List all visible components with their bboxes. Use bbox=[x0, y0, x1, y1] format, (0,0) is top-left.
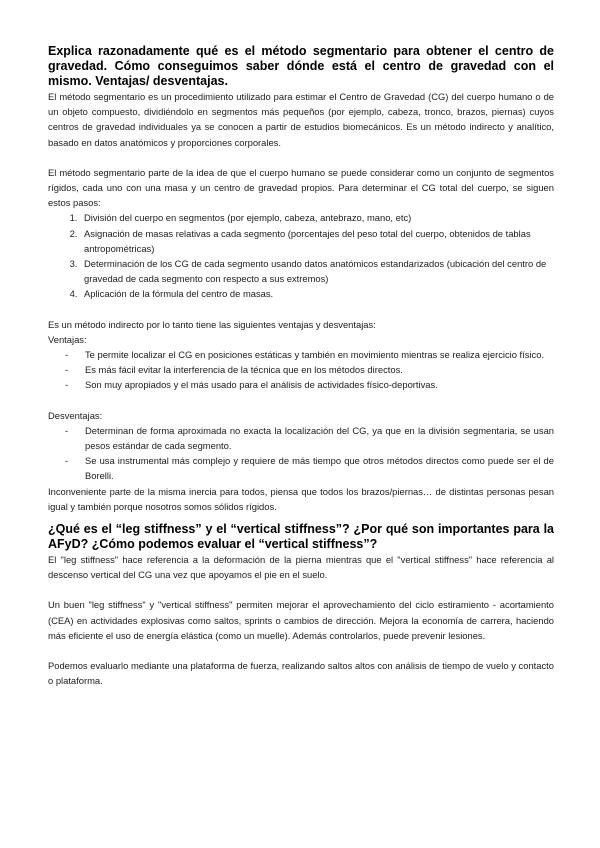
list-item bbox=[48, 453, 554, 483]
question-2-title: ¿Qué es el “leg stiffness” y el “vertical stiffness”? ¿Por qué son importantes para la AFyD? ¿Cómo podemos evaluar el “vertical stiffness”? bbox=[48, 522, 554, 552]
spacer bbox=[48, 643, 554, 658]
section-2-paragraph-1: El "leg stiffness" hace referencia a la deformación de la pierna mientras que el "vertical stiffness" hace referencia al descenso vertical del CG una vez que apoyamos el pie en el suelo. bbox=[48, 554, 554, 581]
spacer bbox=[48, 393, 554, 408]
dash-marker: - bbox=[65, 379, 69, 391]
list-item-text: Te permite localizar el CG en posiciones estáticas y también en movimiento mientras se realiza ejercicio físico. bbox=[85, 349, 545, 361]
list-item-text: Determinan de forma aproximada no exacta la localización del CG, ya que en la división segmentaria, se usan pesos estándar de cada segmento. bbox=[85, 424, 554, 452]
spacer bbox=[48, 514, 554, 522]
ventajas-list bbox=[48, 347, 554, 393]
list-item bbox=[48, 347, 554, 362]
dash-marker: - bbox=[65, 455, 69, 467]
list-item bbox=[48, 377, 554, 392]
list-item-text: Es más fácil evitar la interferencia de la técnica que en los métodos directos. bbox=[85, 364, 403, 376]
spacer bbox=[48, 302, 554, 317]
spacer bbox=[48, 150, 554, 165]
steps-list bbox=[48, 210, 554, 301]
list-item-text: Son muy apropiados y el más usado para el análisis de actividades físico-deportivas. bbox=[85, 379, 438, 391]
section-2-paragraph-3: Podemos evaluarlo mediante una plataforma de fuerza, realizando saltos altos con análisis de tiempo de vuelo y contacto o plataforma. bbox=[48, 660, 554, 687]
spacer bbox=[48, 582, 554, 597]
ventajas-label: Ventajas: bbox=[48, 333, 87, 345]
dash-marker: - bbox=[65, 424, 69, 436]
section-2-paragraph-2: Un buen "leg stiffness" y "vertical stiffness" permiten mejorar el aprovechamiento del ciclo estiramiento - acortamiento (CEA) en actividades explosivas como saltos, sprints o cambios de dirección. Mejora la economía de carrera, haciendo más eficiente el uso de energía elástica (como un muelle). Además controlarlos, puede prevenir lesiones. bbox=[48, 599, 554, 641]
desventajas-label: Desventajas: bbox=[48, 409, 103, 421]
list-item bbox=[48, 362, 554, 377]
list-item: 3. Determinación de los CG de cada segmento usando datos anatómicos estandarizados (ubicación del centro de gravedad de cada segmento con respecto a sus extremos) bbox=[80, 256, 554, 286]
list-item: 1. División del cuerpo en segmentos (por ejemplo, cabeza, antebrazo, mano, etc) bbox=[80, 210, 554, 225]
section-1-paragraph-1: El método segmentario es un procedimiento utilizado para estimar el Centro de Gravedad (CG) del cuerpo humano o de un objeto compuesto, dividiéndolo en segmentos más pequeños (por ejemplo, cabeza, tronco, brazos, piernas) cuyos centros de gravedad individuales ya se conocen a partir de estudios biomecánicos. Es un método indirecto y analítico, basado en datos anatómicos y proporciones corporales. bbox=[48, 91, 554, 148]
question-1-title: Explica razonadamente qué es el método segmentario para obtener el centro de gravedad. Cómo conseguimos saber dónde está el centro de gravedad con el mismo. Ventajas/ desventajas. bbox=[48, 44, 554, 88]
section-1-paragraph-3: Es un método indirecto por lo tanto tiene las siguientes ventajas y desventajas: bbox=[48, 318, 376, 330]
section-1-paragraph-2: El método segmentario parte de la idea de que el cuerpo humano se puede considerar como un conjunto de segmentos rígidos, cada uno con una masa y un centro de gravedad propios. Para determinar el CG total del cuerpo, se siguen estos pasos: bbox=[48, 166, 554, 209]
list-item bbox=[48, 423, 554, 453]
list-item: 2. Asignación de masas relativas a cada segmento (porcentajes del peso total del cuerpo, obtenidos de tablas antropométricas) bbox=[80, 226, 554, 256]
list-item-text: Se usa instrumental más complejo y requiere de más tiempo que otros métodos directos como puede ser el de Borelli. bbox=[85, 455, 554, 482]
section-1-paragraph-4: Inconveniente parte de la misma inercia para todos, piensa que todos los brazos/piernas… de distintas personas pesan igual y también porque nosotros somos sólidos rígidos. bbox=[48, 485, 554, 512]
dash-marker: - bbox=[65, 349, 69, 361]
dash-marker: - bbox=[65, 364, 69, 376]
document-page bbox=[48, 44, 554, 689]
desventajas-list bbox=[48, 423, 554, 484]
list-item: 4. Aplicación de la fórmula del centro de masas. bbox=[80, 286, 554, 301]
